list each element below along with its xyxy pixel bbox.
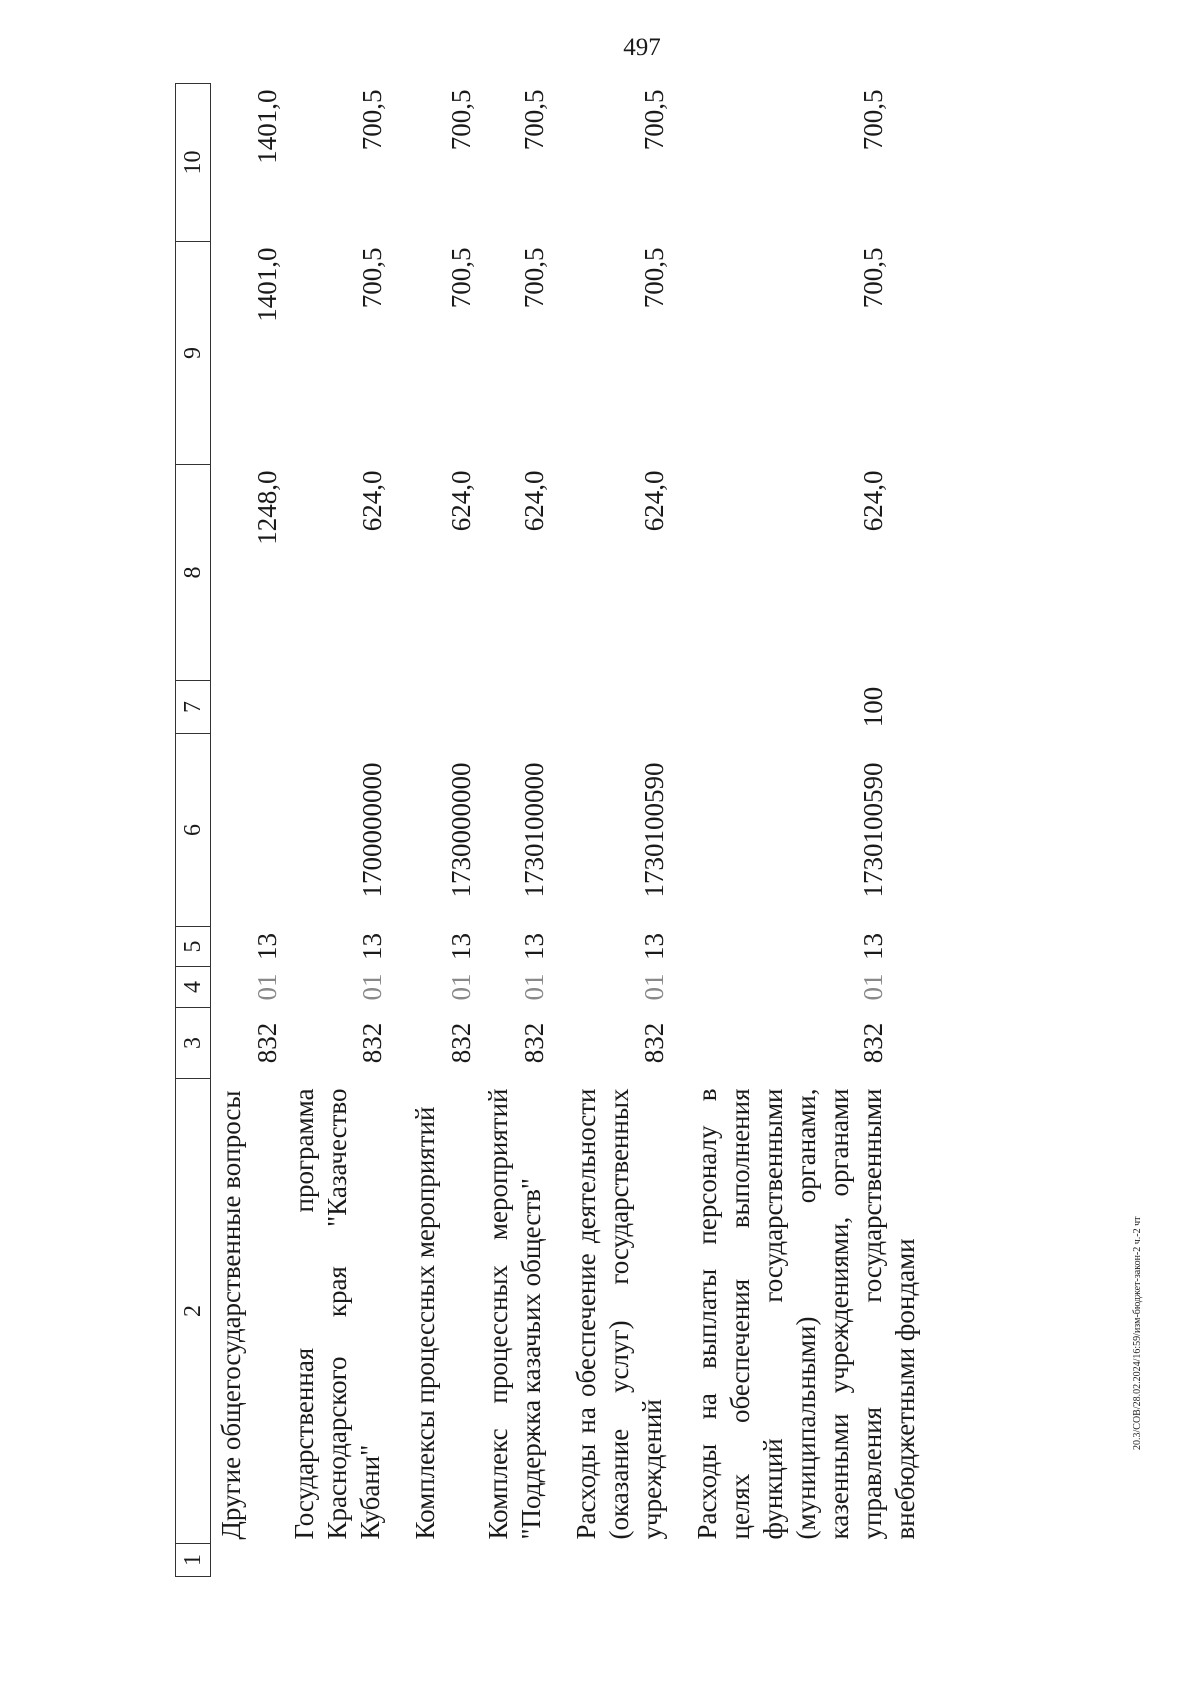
cell-c9: 700,5 [446,247,476,309]
table-row [211,84,285,1577]
header-col-3: 3 [176,1008,211,1079]
header-col-10: 10 [176,84,211,242]
header-col-2: 2 [176,1079,211,1544]
cell-c6: 1730000000 [446,762,476,898]
cell-c5: 13 [639,933,669,960]
cell-c4: 01 [639,973,669,1001]
document-footer: 20.3/СОВ/28.02.2024/16:59/изм-бюджет-закон-2 ч.-2 чт [1132,1216,1143,1450]
cell-c10: 700,5 [446,89,476,151]
cell-c4: 01 [357,973,387,1001]
cell-c3: 832 [357,1022,387,1064]
cell-c9: 1401,0 [252,247,282,322]
cell-c8: 624,0 [639,470,669,532]
table-row [284,84,405,1577]
cell-c7 [478,681,566,734]
cell-c3: 832 [446,1022,476,1064]
cell-c6: 1730100590 [858,762,888,898]
cell-c10: 700,5 [519,89,549,151]
header-col-8: 8 [176,465,211,681]
cell-c5: 13 [446,933,476,960]
cell-c4: 01 [446,973,476,1001]
cell-c10: 1401,0 [252,89,282,164]
cell-c7: 100 [858,686,888,728]
row-name: Расходы на обеспечение деятельности (оказание услуг) государственных учреждений [571,1088,667,1540]
cell-c6: 1730100000 [519,762,549,898]
page-number: 497 [623,34,661,61]
table-row [566,84,687,1577]
row-name: Государственная программа Краснодарского края "Казачество Кубани" [289,1088,385,1540]
cell-c5: 13 [519,933,549,960]
table-header-row [176,84,211,1577]
cell-c9: 700,5 [357,247,387,309]
cell-c3: 832 [858,1022,888,1064]
cell-c10: 700,5 [639,89,669,151]
table-row [478,84,566,1577]
cell-c5: 13 [858,933,888,960]
row-name: Комплекс процессных мероприятий "Поддержка казачьих обществ" [483,1088,546,1540]
budget-table [175,83,940,1577]
cell-c8: 1248,0 [252,470,282,545]
cell-c10: 700,5 [858,89,888,151]
cell-c8: 624,0 [858,470,888,532]
cell-c7 [566,681,687,734]
cell-c5: 13 [252,933,282,960]
cell-c6 [211,734,285,927]
cell-c3: 832 [252,1022,282,1064]
cell-c8: 624,0 [357,470,387,532]
header-col-5: 5 [176,927,211,967]
cell-c7 [211,681,285,734]
cell-c5: 13 [357,933,387,960]
header-col-4: 4 [176,967,211,1008]
cell-c8: 624,0 [519,470,549,532]
cell-c8: 624,0 [446,470,476,532]
table-row [687,84,940,1577]
cell-c3: 832 [639,1022,669,1064]
row-name: Комплексы процессных мероприятий [410,1106,440,1540]
cell-c3: 832 [519,1022,549,1064]
cell-c4: 01 [519,973,549,1001]
cell-c6: 1700000000 [357,762,387,898]
header-col-6: 6 [176,734,211,927]
cell-c10: 700,5 [357,89,387,151]
cell-c7 [405,681,478,734]
header-col-9: 9 [176,242,211,465]
table-row [405,84,478,1577]
row-name: Другие общегосударственные вопросы [216,1090,246,1540]
budget-table-rotated [175,84,1080,1577]
header-col-1: 1 [176,1544,211,1577]
cell-c6: 1730100590 [639,762,669,898]
cell-c9: 700,5 [639,247,669,309]
cell-c4: 01 [252,973,282,1001]
cell-c4: 01 [858,973,888,1001]
cell-c7 [284,681,405,734]
header-col-7: 7 [176,681,211,734]
cell-c9: 700,5 [858,247,888,309]
cell-c9: 700,5 [519,247,549,309]
row-name: Расходы на выплаты персоналу в целях обеспечения выполнения функций государственными (муниципальными) органами, казенными учреждениями, органами управления государственными внебюджетными фондами [692,1088,920,1540]
